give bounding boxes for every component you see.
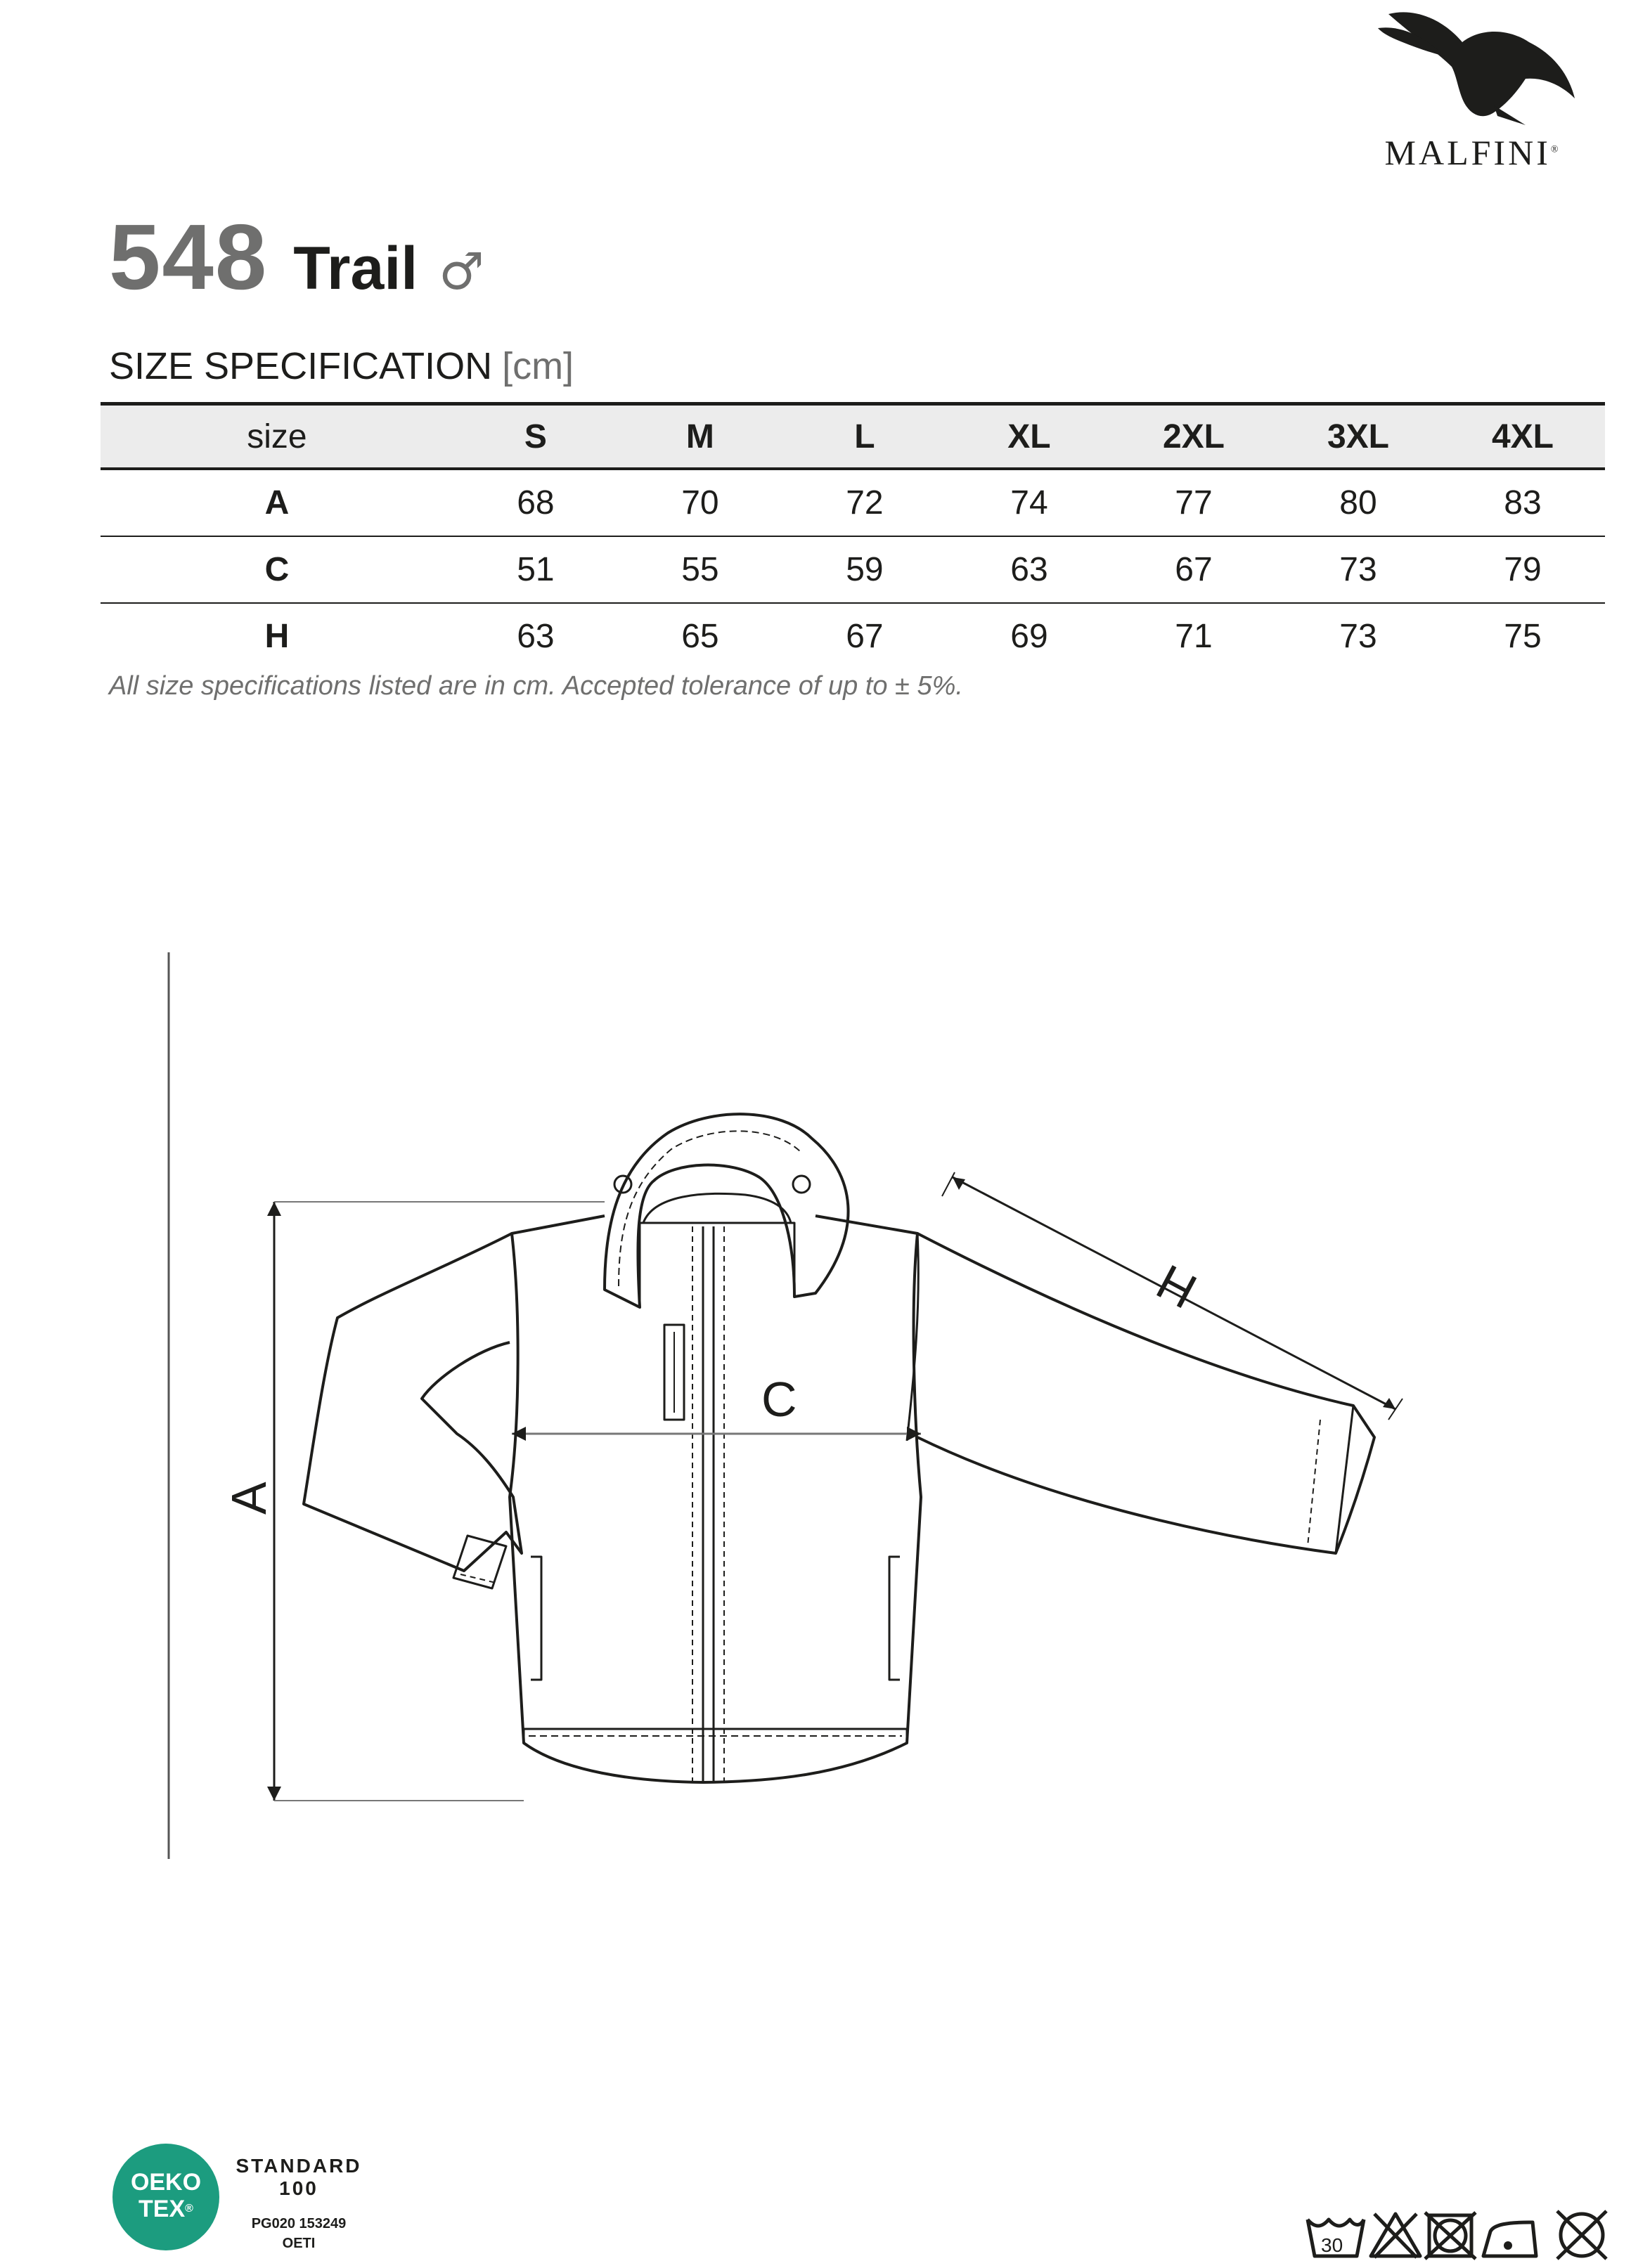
care-symbols [1304, 2207, 1613, 2263]
iron-low-icon [1483, 2222, 1536, 2256]
no-bleach-icon [1371, 2214, 1420, 2257]
table-row [101, 604, 1605, 669]
jacket-body [510, 1216, 921, 1782]
header-size: L [854, 417, 875, 455]
table-cell: 68 [517, 484, 555, 521]
brand-name: MALFINI® [1384, 133, 1561, 172]
row-label: H [264, 618, 290, 655]
header-size-label: size [247, 417, 307, 455]
oeko-tex-badge: OEKO TEX® [112, 2144, 219, 2250]
table-cell: 71 [1175, 618, 1213, 655]
table-cell: 73 [1339, 618, 1377, 655]
svg-text:30: 30 [1321, 2234, 1343, 2256]
header-size: M [685, 417, 714, 455]
left-sleeve [304, 1233, 522, 1571]
table-cell: 67 [1175, 551, 1213, 588]
table-cell: 77 [1175, 484, 1213, 521]
size-table [101, 402, 1605, 669]
row-label: A [264, 484, 290, 521]
product-title [109, 204, 484, 309]
table-cell: 75 [1504, 618, 1542, 655]
table-cell: 55 [681, 551, 719, 588]
header-size: 4XL [1491, 417, 1554, 455]
header-size: S [524, 417, 547, 455]
table-cell: 80 [1339, 484, 1377, 521]
model-number: 548 [109, 205, 269, 309]
table-cell: 63 [517, 618, 555, 655]
table-cell: 51 [517, 551, 555, 588]
right-sleeve [917, 1233, 1374, 1553]
no-tumble-dry-icon [1425, 2212, 1476, 2259]
table-cell: 69 [1010, 618, 1048, 655]
eagle-icon [1374, 0, 1578, 127]
wash-30-icon [1308, 2220, 1364, 2256]
header-size: XL [1007, 417, 1051, 455]
table-cell: 63 [1010, 551, 1048, 588]
section-heading: SIZE SPECIFICATION [cm] [109, 345, 574, 387]
oeko-cert-number: PG020 153249 OETI [251, 2216, 347, 2251]
label-a: A [221, 1482, 276, 1515]
table-cell: 73 [1339, 551, 1377, 588]
male-symbol-icon: ♂ [439, 242, 484, 301]
row-label: C [264, 551, 290, 588]
table-cell: 72 [846, 484, 884, 521]
table-header-row [101, 402, 1605, 470]
header-size: 3XL [1327, 417, 1389, 455]
table-cell: 70 [681, 484, 719, 521]
model-name: Trail [293, 235, 418, 302]
table-row [101, 470, 1605, 537]
oeko-standard-label: STANDARD 100 [236, 2155, 362, 2199]
label-c: C [761, 1372, 797, 1427]
table-cell: 59 [846, 551, 884, 588]
tolerance-note: All size specifications listed are in cm. Accepted tolerance of up to ± 5%. [109, 671, 963, 701]
table-cell: 65 [681, 618, 719, 655]
section-unit: [cm] [502, 345, 574, 387]
header-size: 2XL [1162, 417, 1225, 455]
table-cell: 74 [1010, 484, 1048, 521]
no-dry-clean-icon [1557, 2211, 1606, 2259]
brand-logo [1353, 0, 1592, 176]
table-cell: 83 [1504, 484, 1542, 521]
table-cell: 79 [1504, 551, 1542, 588]
hood [605, 1114, 849, 1307]
label-h: H [1147, 1254, 1206, 1319]
jacket-drawing [0, 914, 1631, 1898]
table-cell: 67 [846, 618, 884, 655]
table-row [101, 537, 1605, 604]
